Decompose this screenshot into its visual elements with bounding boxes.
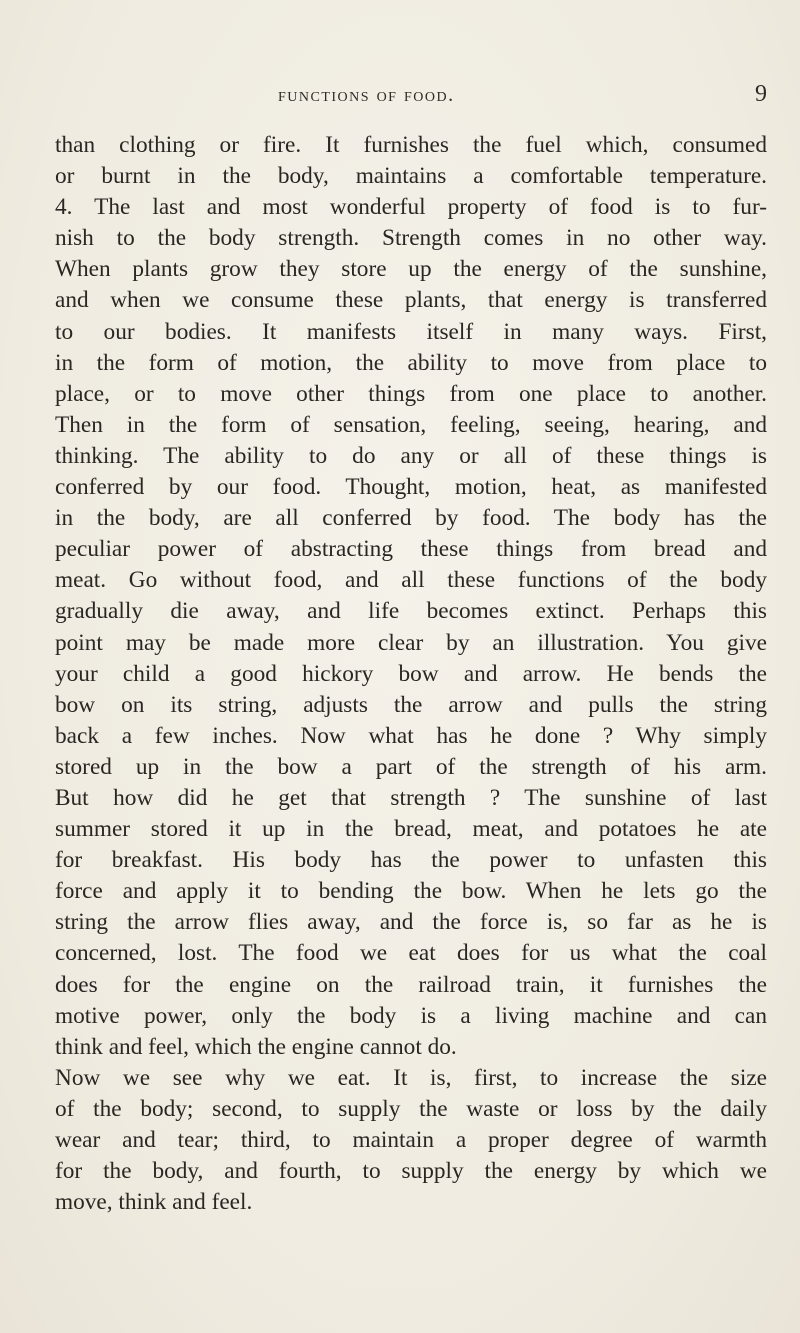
text-line: force and apply it to bending the bow. When he lets go the [55, 878, 767, 905]
running-head [0, 81, 800, 114]
text-line: stored up in the bow a part of the strength of his arm. [55, 753, 767, 780]
text-line: bow on its string, adjusts the arrow and pulls the string [55, 691, 767, 718]
text-line: does for the engine on the railroad train, it furnishes the [55, 971, 767, 998]
text-line: thinking. The ability to do any or all of these things is [55, 442, 767, 469]
text-line: summer stored it up in the bread, meat, and potatoes he ate [55, 816, 767, 843]
text-line: or burnt in the body, maintains a comfortable temperature. [55, 163, 767, 190]
text-line: of the body; second, to supply the waste or loss by the daily [55, 1095, 767, 1122]
text-line: motive power, only the body is a living machine and can [55, 1002, 767, 1029]
text-line: your child a good hickory bow and arrow. He bends the [55, 660, 767, 687]
text-line: in the body, are all conferred by food. The body has the [55, 505, 767, 532]
text-line: Then in the form of sensation, feeling, seeing, hearing, and [55, 411, 767, 438]
text-line: peculiar power of abstracting these things from bread and [55, 536, 767, 563]
text-line: in the form of motion, the ability to move from place to [55, 349, 767, 376]
text-line: nish to the body strength. Strength comes in no other way. [55, 225, 767, 252]
body-text [55, 130, 767, 1218]
text-line: Now we see why we eat. It is, first, to increase the size [55, 1064, 767, 1091]
text-line: conferred by our food. Thought, motion, heat, as manifested [55, 474, 767, 501]
text-line: meat. Go without food, and all these functions of the body [55, 567, 767, 594]
text-line: move, think and feel. [55, 1189, 253, 1216]
page-number: 9 [755, 81, 767, 107]
text-line: When plants grow they store up the energy of the sunshine, [55, 256, 767, 283]
text-line: wear and tear; third, to maintain a proper degree of warmth [55, 1127, 767, 1153]
text-line: back a few inches. Now what has he done ? Why simply [55, 722, 767, 749]
text-line: place, or to move other things from one place to another. [55, 380, 767, 407]
text-line: to our bodies. It manifests itself in many ways. First, [55, 318, 767, 345]
text-line: for breakfast. His body has the power to unfasten this [55, 847, 767, 874]
text-line: think and feel, which the engine cannot do. [55, 1033, 457, 1060]
running-title: functions of food. [278, 84, 455, 106]
text-line: for the body, and fourth, to supply the energy by which we [55, 1158, 767, 1185]
text-line: concerned, lost. The food we eat does for us what the coal [55, 940, 767, 967]
text-line: But how did he get that strength ? The sunshine of last [55, 784, 767, 811]
text-line: than clothing or fire. It furnishes the fuel which, consumed [55, 132, 767, 158]
text-line: string the arrow flies away, and the force is, so far as he is [55, 909, 767, 936]
text-line: 4. The last and most wonderful property of food is to fur- [55, 194, 767, 221]
text-line: point may be made more clear by an illustration. You give [55, 629, 767, 656]
text-line: gradually die away, and life becomes extinct. Perhaps this [55, 598, 767, 625]
text-line: and when we consume these plants, that energy is transferred [55, 287, 767, 314]
